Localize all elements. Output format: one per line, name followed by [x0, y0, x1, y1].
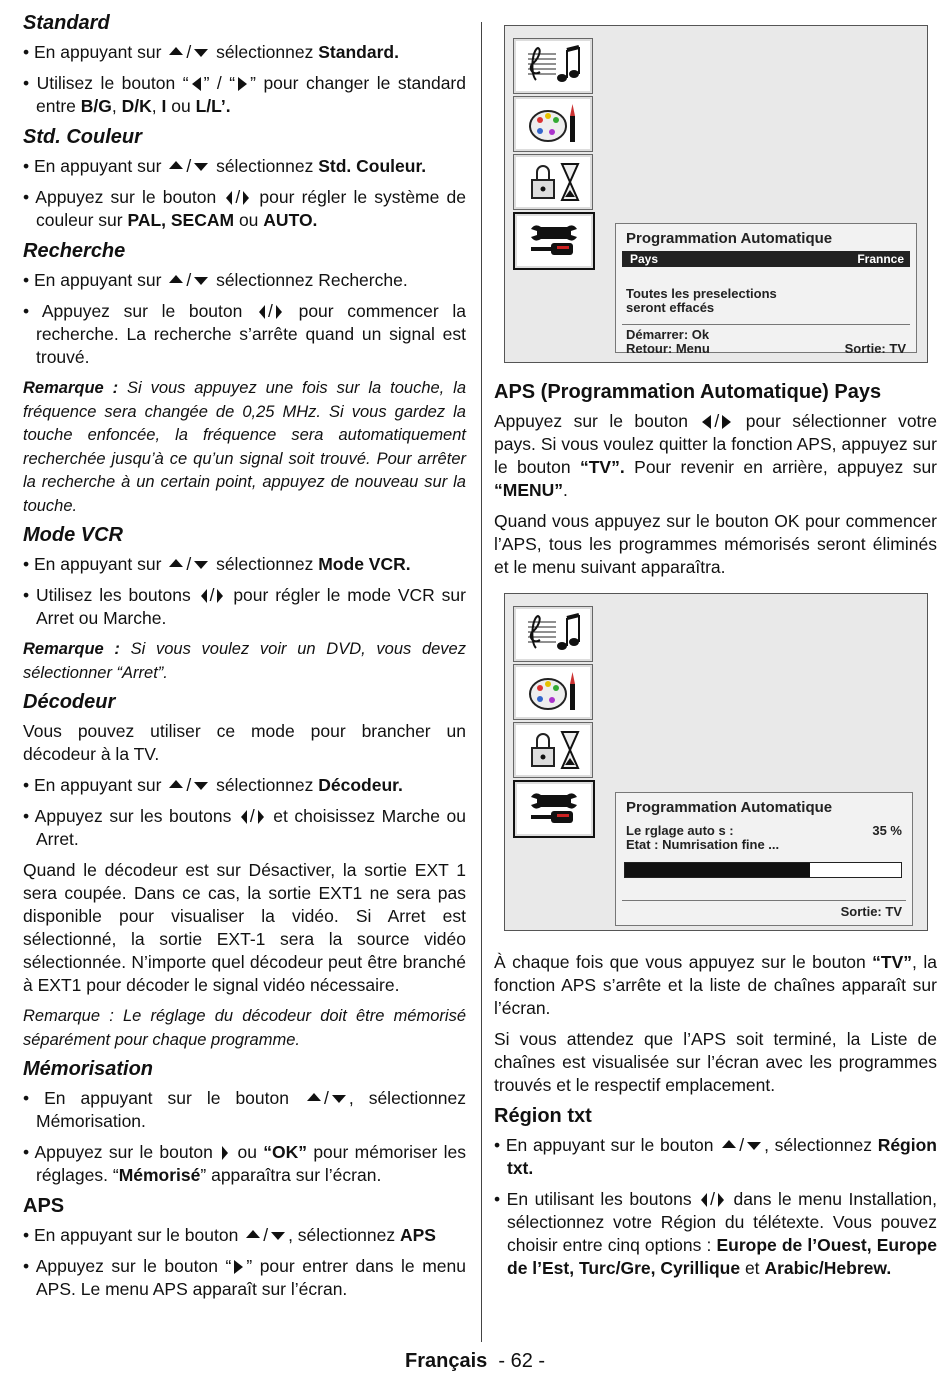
left-arrow-icon — [701, 1193, 707, 1207]
feature-menu-tile — [513, 154, 593, 210]
up-arrow-icon — [169, 161, 183, 169]
feature-menu-tile — [513, 722, 593, 778]
start-hint: Démarrer: Ok — [626, 327, 710, 342]
mode-vcr-remark: Remarque : Si vous voulez voir un DVD, vous devez sélectionner “Arret”. — [23, 640, 466, 682]
column-divider — [481, 22, 482, 1342]
decodeur-bullet-2: • Appuyez sur les boutons / et choisissez Marche ou Arret. — [23, 806, 466, 849]
aps-pays-paragraph-2: Quand vous appuyez sur le bouton OK pour commencer l’APS, tous les programmes mémorisés seront éliminés et le menu suivant apparaîtra. — [494, 511, 937, 577]
lock-hourglass-icon — [526, 160, 582, 204]
warning-line-2: seront effacés — [626, 300, 715, 315]
picture-menu-tile — [513, 96, 593, 152]
warning-message — [616, 287, 916, 315]
left-arrow-icon — [241, 810, 247, 824]
country-row[interactable] — [622, 251, 910, 267]
memorisation-bullet-2: • Appuyez sur le bouton ou “OK” pour mémoriser les réglages. “Mémorisé” apparaîtra sur l’écran. — [23, 1142, 466, 1185]
right-arrow-icon — [234, 1260, 243, 1274]
heading-standard: Standard — [23, 12, 110, 34]
palette-icon — [526, 102, 582, 146]
decodeur-paragraph: Quand le décodeur est sur Désactiver, la sortie EXT 1 sera coupée. Dans ce cas, la sortie EXT1 ne sera pas disponible pour visualiser la vidéo. Si Arret est sélectionné, la sortie EXT-1 sera la source vidéo sélectionnée. N’importe quel décodeur peut être branché à EXT1 pour décoder le signal vidéo nécessaire. — [23, 860, 466, 995]
heading-mode-vcr: Mode VCR — [23, 524, 123, 546]
down-arrow-icon — [332, 1095, 346, 1103]
heading-aps: APS — [23, 1195, 65, 1217]
up-arrow-icon — [722, 1140, 736, 1148]
right-arrow-icon — [718, 1193, 724, 1207]
left-arrow-icon — [226, 191, 232, 205]
page-footer — [405, 1350, 545, 1373]
right-arrow-icon — [222, 1146, 228, 1160]
up-arrow-icon — [246, 1230, 260, 1238]
aps-pays-paragraph-1: Appuyez sur le bouton / pour sélectionner votre pays. Si vous voulez quitter la fonction APS, appuyez sur le bouton “TV”. Pour revenir en arrière, appuyez sur “MENU”. — [494, 411, 938, 500]
palette-icon — [526, 670, 582, 714]
decodeur-bullet-1: • En appuyant sur / sélectionnez Décodeur. — [23, 775, 403, 795]
heading-aps-pays: APS (Programmation Automatique) Pays — [494, 381, 882, 403]
down-arrow-icon — [194, 49, 208, 57]
decodeur-remark: Remarque : Le réglage du décodeur doit être mémorisé séparément pour chaque programme. — [23, 1007, 466, 1049]
country-value: Frannce — [857, 252, 904, 266]
country-label: Pays — [630, 252, 659, 266]
aps-country-menu — [615, 223, 917, 356]
menu-title: Programmation Automatique — [626, 799, 833, 816]
scan-state: Etat : Numrisation fine ... — [626, 837, 780, 852]
right-arrow-icon — [238, 77, 247, 91]
exit-hint: Sortie: TV — [844, 341, 906, 356]
recherche-remark: Remarque : Si vous appuyez une fois sur la touche, la fréquence sera changée de 0,25 MHz. Si vous gardez la touche enfoncée, la fréquence sera automatiquement recherchée jusqu’à ce qu’un signal soit trouvé. Pour arrêter la recherche à un certain point, appuyez de nouveau sur la touche. — [23, 379, 466, 515]
footer-language: Français — [405, 1350, 488, 1372]
region-bullet-2: • En utilisant les boutons / dans le menu Installation, sélectionnez votre Région du télétexte. Vous pouvez choisir entre cinq options : Europe de l’Ouest, Europe de l’Est, Turc/Gre, Cyrillique et Arabic/Hebrew. — [494, 1189, 937, 1278]
recherche-bullet-1: • En appuyant sur / sélectionnez Recherche. — [23, 270, 408, 290]
heading-region-txt: Région txt — [494, 1105, 592, 1127]
tuning-label: Le rglage auto s : — [626, 823, 734, 838]
right-arrow-icon — [258, 810, 264, 824]
menu-title: Programmation Automatique — [626, 230, 833, 247]
standard-bullet-2: • Utilisez le bouton “ ” / “ ” pour changer le standard entre B/G, D/K, I ou L/L’. — [23, 73, 466, 116]
memorisation-bullet-1: • En appuyant sur le bouton / , sélectionnez Mémorisation. — [23, 1088, 466, 1131]
tuning-status-row — [616, 824, 912, 838]
progress-fill — [625, 863, 810, 877]
down-arrow-icon — [194, 782, 208, 790]
left-arrow-icon — [259, 305, 265, 319]
heading-std-couleur: Std. Couleur — [23, 126, 142, 148]
progress-bar — [624, 862, 902, 878]
standard-bullet-1: • En appuyant sur / sélectionnez Standard. — [23, 42, 399, 62]
heading-memorisation: Mémorisation — [23, 1058, 154, 1080]
aps-progress-menu — [615, 792, 913, 926]
down-arrow-icon — [194, 163, 208, 171]
mode-vcr-bullet-1: • En appuyant sur / sélectionnez Mode VCR. — [23, 554, 411, 574]
right-arrow-icon — [243, 191, 249, 205]
tv-menu-screen-progress — [504, 593, 928, 931]
down-arrow-icon — [747, 1142, 761, 1150]
heading-decodeur: Décodeur — [23, 691, 116, 713]
picture-menu-tile — [513, 664, 593, 720]
left-column — [23, 8, 466, 1309]
aps-bullet-1: • En appuyant sur le bouton / , sélectionnez APS — [23, 1225, 436, 1245]
region-bullet-1: • En appuyant sur le bouton / , sélectionnez Région txt. — [494, 1135, 937, 1178]
up-arrow-icon — [169, 275, 183, 283]
down-arrow-icon — [271, 1232, 285, 1240]
down-arrow-icon — [194, 561, 208, 569]
right-arrow-icon — [217, 589, 223, 603]
tv-menu-screen-country — [504, 25, 928, 363]
tuning-percent: 35 % — [872, 823, 902, 838]
sound-menu-tile — [513, 606, 593, 662]
down-arrow-icon — [194, 277, 208, 285]
sound-menu-tile — [513, 38, 593, 94]
recherche-bullet-2: • Appuyez sur le bouton / pour commencer la recherche. La recherche s’arrête quand un signal est trouvé. — [23, 301, 466, 367]
mode-vcr-bullet-2: • Utilisez les boutons / pour régler le mode VCR sur Arret ou Marche. — [23, 585, 466, 628]
up-arrow-icon — [169, 559, 183, 567]
right-arrow-icon — [722, 415, 731, 429]
aps-bullet-2: • Appuyez sur le bouton “ ” pour entrer dans le menu APS. Le menu APS apparaît sur l’écran. — [23, 1256, 466, 1299]
after-paragraph-1: À chaque fois que vous appuyez sur le bouton “TV”, la fonction APS s’arrête et la liste de chaînes apparaît sur l’écran. — [494, 952, 937, 1018]
back-hint: Retour: Menu — [626, 341, 710, 356]
heading-recherche: Recherche — [23, 240, 126, 262]
left-arrow-icon — [201, 589, 207, 603]
decodeur-intro: Vous pouvez utiliser ce mode pour brancher un décodeur à la TV. — [23, 721, 466, 764]
install-menu-tile — [513, 780, 595, 838]
up-arrow-icon — [169, 47, 183, 55]
music-notes-icon — [526, 612, 582, 656]
lock-hourglass-icon — [526, 728, 582, 772]
left-arrow-icon — [702, 415, 711, 429]
page-number: - 62 - — [498, 1350, 546, 1372]
tools-icon — [527, 219, 583, 263]
std-couleur-bullet-1: • En appuyant sur / sélectionnez Std. Couleur. — [23, 156, 427, 176]
after-paragraph-2: Si vous attendez que l’APS soit terminé, la Liste de chaînes est visualisée sur l’écran avec les programmes trouvés et le respectif emplacement. — [494, 1029, 937, 1095]
music-notes-icon — [526, 44, 582, 88]
std-couleur-bullet-2: • Appuyez sur le bouton / pour régler le système de couleur sur PAL, SECAM ou AUTO. — [23, 187, 466, 230]
install-menu-tile — [513, 212, 595, 270]
up-arrow-icon — [169, 780, 183, 788]
up-arrow-icon — [307, 1093, 321, 1101]
exit-hint: Sortie: TV — [840, 904, 902, 919]
warning-line-1: Toutes les preselections — [626, 286, 777, 301]
left-arrow-icon — [192, 77, 201, 91]
tools-icon — [527, 787, 583, 831]
right-column — [494, 8, 937, 1288]
right-arrow-icon — [276, 305, 282, 319]
menu-footer — [616, 325, 916, 356]
